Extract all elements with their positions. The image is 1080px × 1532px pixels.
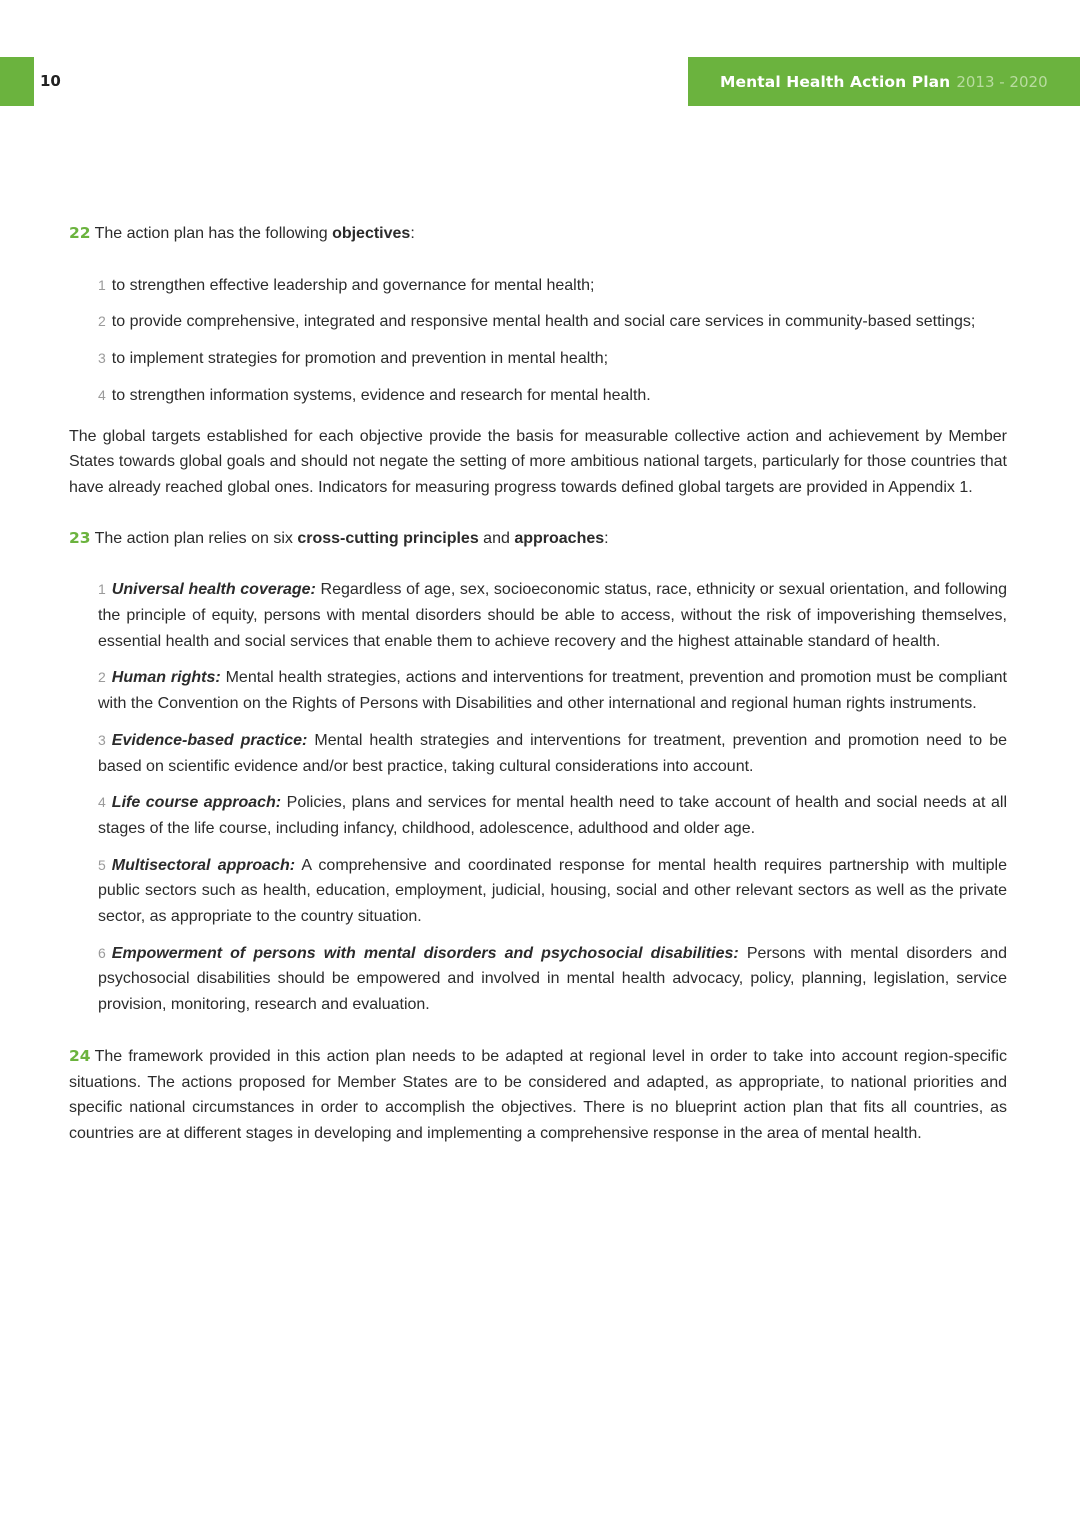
principle-text: A comprehensive and coordinated response for mental health requires partnership with multiple public sectors such as health, education, employment, judicial, housing, social and other relevant sectors as well as the private sector, as appropriate to the country situation. (98, 856, 1008, 926)
paragraph-text: The framework provided in this action plan needs to be adapted at regional level in order to take into account region-specific situations. The actions proposed for Member States are to be considered and adapted, as appropriate, to national priorities and specific national circumstances in order to accomplish the objectives. There is no blueprint action plan that fits all countries, as countries are at different stages in developing and implementing a comprehensive response in the area of mental health. (69, 1047, 1007, 1142)
header-banner (688, 57, 1080, 106)
paragraph-text: The action plan has the following (94, 225, 333, 242)
item-number: 3 (98, 731, 106, 748)
principle-item (98, 790, 1007, 841)
paragraph-end: : (604, 529, 609, 547)
item-number: 4 (98, 386, 106, 403)
principle-title: Life course approach: (111, 794, 282, 812)
principle-text: Mental health strategies and interventions for treatment, prevention and promotion need to be based on scientific evidence and/or best practice, taking cultural considerations into account. (98, 731, 1008, 775)
paragraph-text: The action plan relies on six (94, 529, 298, 547)
principle-title: Human rights: (111, 669, 221, 687)
principle-text: Persons with mental disorders and psychosocial disabilities should be empowered and involved in mental health advocacy, policy, planning, legislation, service provision, monitoring, research and evaluation. (98, 944, 1007, 1014)
principle-title: Universal health coverage: (111, 581, 316, 599)
item-number: 6 (98, 944, 106, 961)
list-item (98, 383, 1007, 409)
header-years: 2013 - 2020 (956, 72, 1048, 91)
objectives-list (98, 273, 1007, 409)
paragraph-bold: approaches (514, 529, 605, 547)
item-text: to strengthen information systems, evidence and research for mental health. (111, 386, 651, 404)
principle-item (98, 728, 1007, 779)
paragraph-24 (69, 1044, 1007, 1147)
principle-text: Mental health strategies, actions and interventions for treatment, prevention and promotion must be compliant with the Convention on the Rights of Persons with Disabilities and other international and regional human rights instruments. (98, 669, 1008, 713)
principle-item (98, 941, 1007, 1018)
paragraph-bold: objectives (332, 225, 411, 242)
main-content (69, 221, 1007, 1147)
list-item (98, 309, 1007, 335)
left-green-tab (0, 57, 34, 106)
paragraph-number: 22 (69, 224, 91, 242)
item-number: 1 (98, 581, 106, 598)
principle-item (98, 853, 1007, 930)
principle-title: Multisectoral approach: (111, 856, 296, 874)
principle-item (98, 665, 1007, 716)
item-text: to implement strategies for promotion and prevention in mental health; (111, 350, 609, 368)
paragraph-23 (69, 526, 1007, 552)
principle-title: Empowerment of persons with mental disorders and psychosocial disabilities: (111, 944, 739, 962)
paragraph-number: 24 (69, 1046, 91, 1065)
paragraph-end: : (410, 225, 415, 242)
item-number: 3 (98, 350, 106, 367)
principle-text: Policies, plans and services for mental health need to take account of health and social needs at all stages of the life course, including infancy, childhood, adolescence, adulthood and older age. (98, 794, 1007, 837)
page-number: 10 (40, 72, 61, 90)
item-number: 4 (98, 794, 106, 811)
principle-item (98, 577, 1007, 654)
item-number: 2 (98, 313, 106, 330)
paragraph-number: 23 (69, 528, 91, 547)
paragraph-22 (69, 221, 1007, 247)
principle-text: Regardless of age, sex, socioeconomic status, race, ethnicity or sexual orientation, and following the principle of equity, persons with mental disorders should be able to access, without the risk of impoverishing themselves, essential health and social services that enable them to achieve recovery and the highest attainable standard of health. (98, 581, 1008, 650)
item-text: to strengthen effective leadership and governance for mental health; (111, 276, 595, 294)
paragraph-text: and (478, 529, 515, 547)
header-title: Mental Health Action Plan (720, 72, 951, 91)
item-number: 1 (98, 276, 106, 293)
item-number: 5 (98, 856, 106, 873)
paragraph-bold: cross-cutting principles (297, 529, 479, 547)
item-text: to provide comprehensive, integrated and responsive mental health and social care services in community-based settings; (111, 313, 976, 331)
list-item (98, 346, 1007, 372)
global-targets-paragraph: The global targets established for each objective provide the basis for measurable collective action and achievement by Member States towards global goals and should not negate the setting of more ambitious national targets, particularly for those countries that have already reached global ones. Indicators for measuring progress towards defined global targets are provided in Appendix 1. (69, 427, 1007, 496)
principles-list (98, 577, 1007, 1018)
principle-title: Evidence-based practice: (111, 731, 308, 749)
list-item (98, 273, 1007, 299)
item-number: 2 (98, 669, 106, 686)
